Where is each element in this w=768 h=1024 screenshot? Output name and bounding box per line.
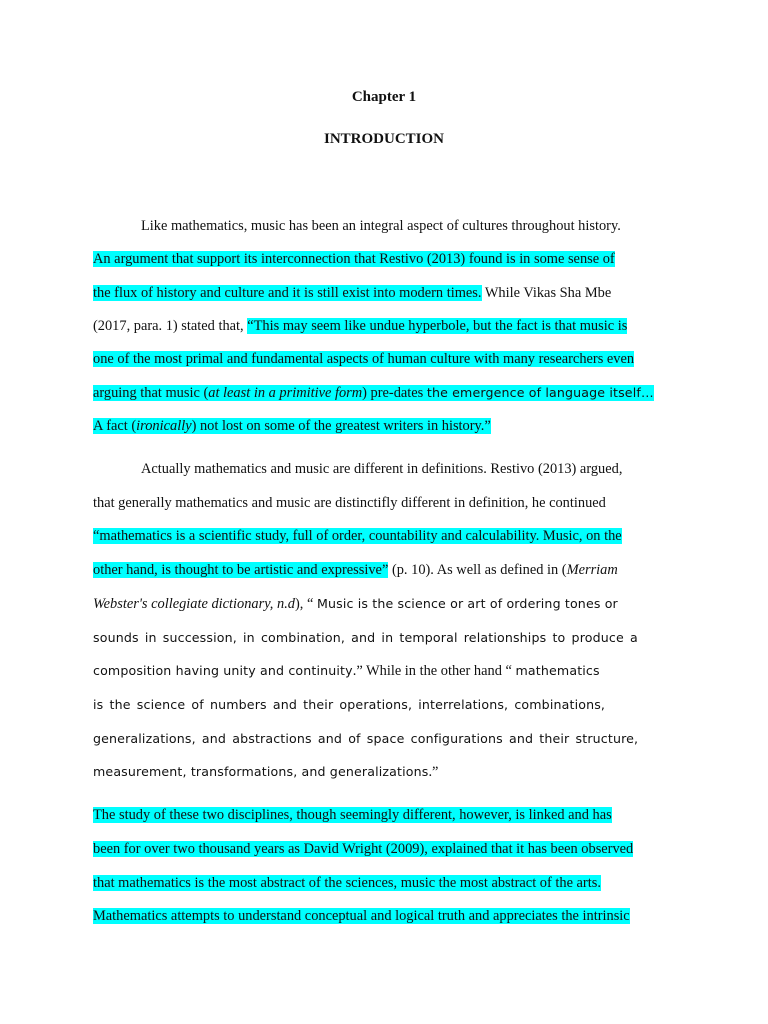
highlighted-text: “mathematics is a scientific study, full of order, countability and calculability. Music, on the xyxy=(93,528,622,544)
text-line xyxy=(93,417,675,435)
highlighted-text: been for over two thousand years as David Wright (2009), explained that it has been observed xyxy=(93,841,634,857)
section-title: INTRODUCTION xyxy=(323,131,444,147)
text-line xyxy=(93,840,675,858)
highlighted-text: the flux of history and culture and it is still exist into modern times. xyxy=(93,285,482,301)
highlighted-text: A fact (ironically) not lost on some of the greatest writers in history.” xyxy=(93,418,491,434)
text-line xyxy=(93,527,675,545)
text-line: is the science of numbers and their operations, interrelations, combinations, xyxy=(93,697,606,712)
text-line: (2017, para. 1) stated that, “This may seem like undue hyperbole, but the fact is that music is xyxy=(93,318,628,334)
text-line: sounds in succession, in combination, and in temporal relationships to produce a xyxy=(93,630,638,645)
highlighted-text: other hand, is thought to be artistic and expressive” xyxy=(93,562,389,578)
highlighted-text: Mathematics attempts to understand conceptual and logical truth and appreciates the intrinsic xyxy=(93,908,630,924)
text-line: Like mathematics, music has been an integral aspect of cultures throughout history. xyxy=(141,218,621,234)
text-line xyxy=(93,874,675,892)
highlighted-text: An argument that support its interconnection that Restivo (2013) found is in some sense of xyxy=(93,251,615,267)
highlighted-text: “This may seem like undue hyperbole, but the fact is that music is xyxy=(247,318,628,334)
text-line xyxy=(93,806,675,824)
highlighted-text: that mathematics is the most abstract of the sciences, music the most abstract of the arts. xyxy=(93,875,601,891)
text-line: composition having unity and continuity.” While in the other hand “ mathematics xyxy=(93,663,600,679)
text-line xyxy=(93,350,675,368)
text-line: Webster's collegiate dictionary, n.d), “ Music is the science or art of ordering tones or xyxy=(93,596,618,612)
text-line: the flux of history and culture and it is still exist into modern times. While Vikas Sha Mbe xyxy=(93,285,612,301)
highlighted-text: The study of these two disciplines, though seemingly different, however, is linked and has xyxy=(93,807,612,823)
highlighted-text: one of the most primal and fundamental aspects of human culture with many researchers even xyxy=(93,351,635,367)
text-line: Actually mathematics and music are different in definitions. Restivo (2013) argued, xyxy=(141,461,623,477)
text-line xyxy=(93,907,675,925)
chapter-label: Chapter 1 xyxy=(351,89,417,105)
text-line: measurement, transformations, and generalizations.” xyxy=(93,764,439,780)
text-line xyxy=(93,250,675,268)
text-line xyxy=(93,384,675,402)
highlighted-text: arguing that music (at least in a primitive form) pre-dates the emergence of language itself… xyxy=(93,385,654,401)
text-line: other hand, is thought to be artistic and expressive” (p. 10). As well as defined in (Merriam xyxy=(93,562,618,578)
text-line: generalizations, and abstractions and of space configurations and their structure, xyxy=(93,731,639,746)
text-line: that generally mathematics and music are distinctifly different in definition, he continued xyxy=(93,495,606,511)
